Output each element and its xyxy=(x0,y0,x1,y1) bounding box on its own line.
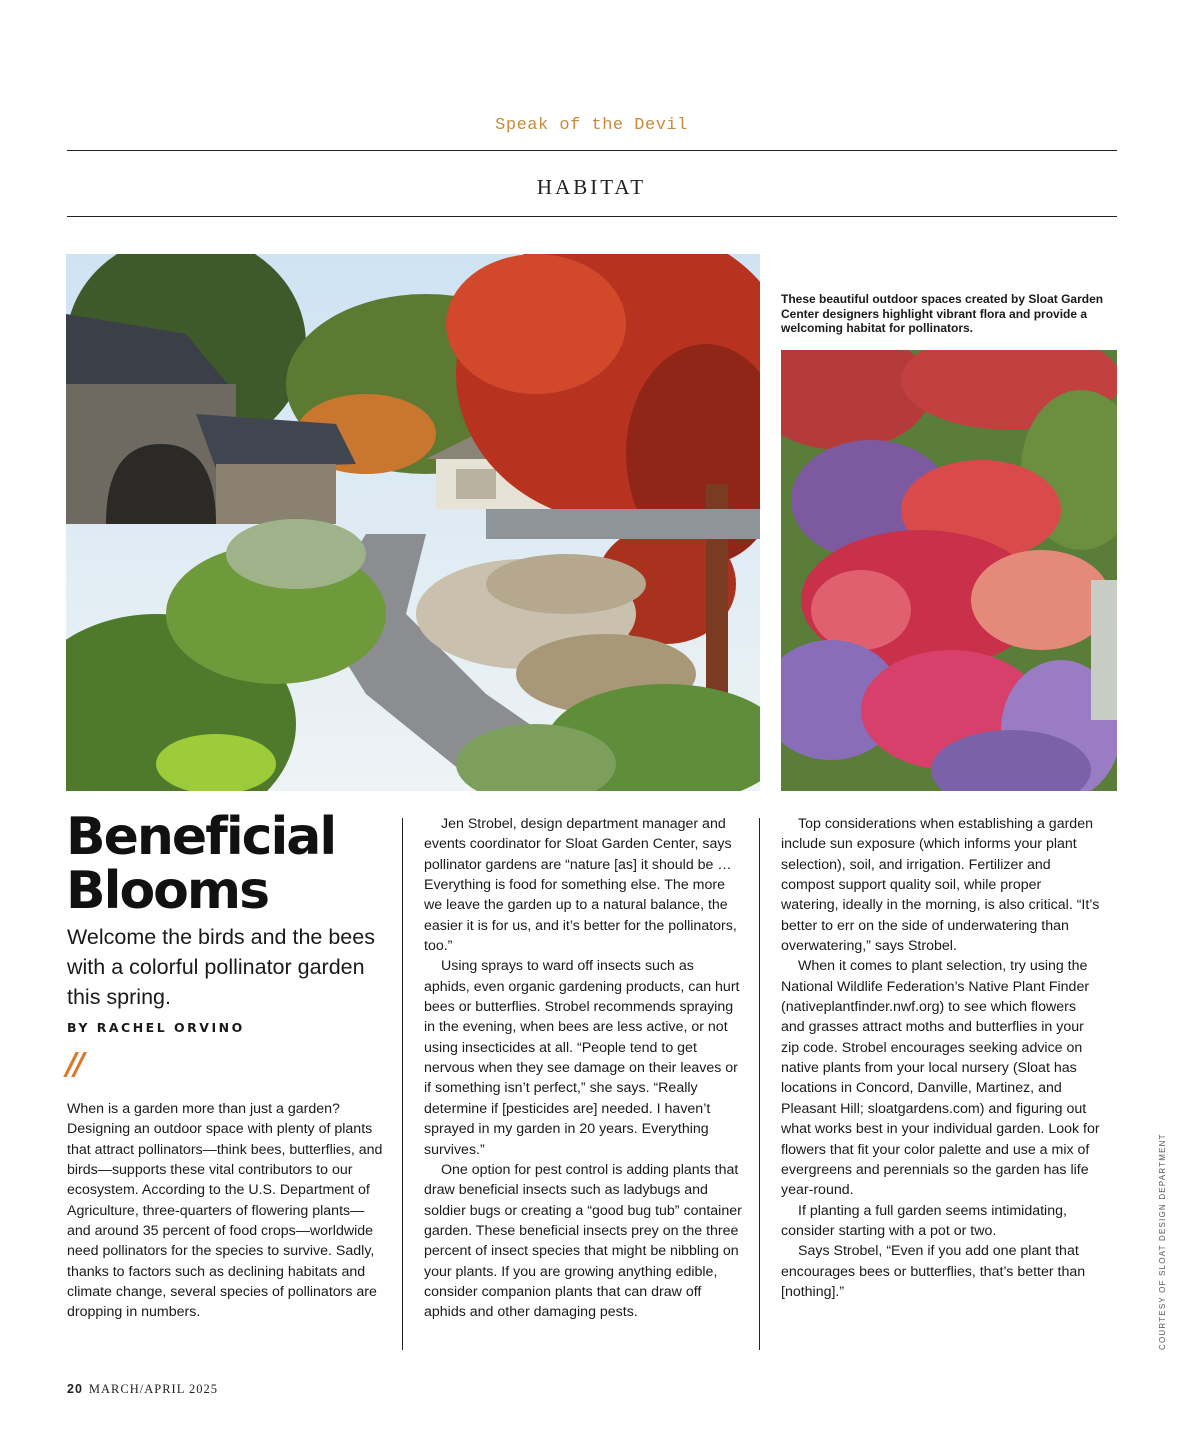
section-title: HABITAT xyxy=(536,175,647,199)
photo-credit: COURTESY OF SLOAT DESIGN DEPARTMENT xyxy=(1158,1133,1167,1350)
flower-bed-photo xyxy=(781,350,1117,791)
slash-ornament: // xyxy=(66,1047,82,1082)
col2-paragraph: Using sprays to ward off insects such as aphids, even organic gardening products, can hurt bees or butterflies. Strobel recommends spraying in the evening, when bees are less active, or not using insecticides at all. “People tend to get nervous when they see damage on their leaves or if something isn’t perfect,” she says. “Really determine if [pesticides are] needed. I haven’t sprayed in my garden in 20 years. Everything survives.” xyxy=(424,958,740,1158)
col3-paragraph: Says Strobel, “Even if you add one plant that encourages bees or butterflies, that’s better than [nothing].” xyxy=(781,1243,1086,1300)
byline: BY RACHEL ORVINO xyxy=(67,1020,245,1035)
column-3 xyxy=(781,814,1101,1302)
photo-caption: These beautiful outdoor spaces created by Sloat Garden Center designers highlight vibrant flora and provide a welcoming habitat for pollinators. xyxy=(781,292,1104,335)
headline xyxy=(66,807,396,921)
garden-path-photo xyxy=(66,254,760,791)
folio xyxy=(67,1382,218,1397)
headline-line-1: Beneficial xyxy=(66,807,336,867)
column-divider-2 xyxy=(759,818,760,1350)
garden-path-image xyxy=(66,254,760,791)
top-rule xyxy=(67,150,1117,151)
col3-paragraph: Top considerations when establishing a garden include sun exposure (which informs your plant selection), soil, and irrigation. Fertilizer and compost support quality soil, while proper watering, ideally in the morning, is also critical. “It’s better to err on the side of underwatering than overwatering,” says Strobel. xyxy=(781,816,1100,955)
headline-line-2: Blooms xyxy=(66,861,269,921)
section-rule xyxy=(67,216,1117,217)
col1-paragraph: When is a garden more than just a garden? Designing an outdoor space with plenty of plants that attract pollinators—think bees, butterflies, and birds—supports these vital contributors to our ecosystem. According to the U.S. Department of Agriculture, three-quarters of flowering plants—and around 35 percent of food crops—worldwide need pollinators for the species to survive. Sadly, thanks to factors such as declining habitats and climate change, several species of pollinators are dropping in numbers. xyxy=(67,1101,383,1321)
col3-paragraph: If planting a full garden seems intimidating, consider starting with a pot or two. xyxy=(781,1202,1067,1239)
column-1 xyxy=(67,1099,385,1323)
issue-date: MARCH/APRIL 2025 xyxy=(88,1382,218,1396)
page-number: 20 xyxy=(67,1382,83,1396)
kicker: Speak of the Devil xyxy=(495,116,688,135)
col2-paragraph: One option for pest control is adding plants that draw beneficial insects such as ladybugs and soldier bugs or creating a “good bug tub” container garden. These beneficial insects prey on the three percent of insect species that might be nibbling on your plants. If you are growing anything edible, consider companion plants that can draw off aphids and other damaging pests. xyxy=(424,1161,742,1321)
flower-bed-image xyxy=(781,350,1117,791)
column-divider-1 xyxy=(402,818,403,1350)
col3-paragraph: When it comes to plant selection, try using the National Wildlife Federation’s Native Plant Finder (nativeplantfinder.nwf.org) to see which flowers and grasses attract moths and butterflies in your zip code. Strobel encourages seeking advice on native plants from your local nursery (Sloat has locations in Concord, Danville, Martinez, and Pleasant Hill; sloatgardens.com) and figuring out what works best in your individual garden. Look for flowers that fit your color palette and use a mix of evergreens and perennials so the garden has life year-round. xyxy=(781,958,1100,1199)
dek: Welcome the birds and the bees with a colorful pollinator garden this spring. xyxy=(67,925,375,1009)
column-2 xyxy=(424,814,742,1323)
col2-paragraph: Jen Strobel, design department manager and events coordinator for Sloat Garden Center, says pollinator gardens are “nature [as] it should be … Everything is food for something else. The more we leave the garden up to a natural balance, the easier it is for us, and it’s better for the pollinators, too.” xyxy=(424,816,737,955)
